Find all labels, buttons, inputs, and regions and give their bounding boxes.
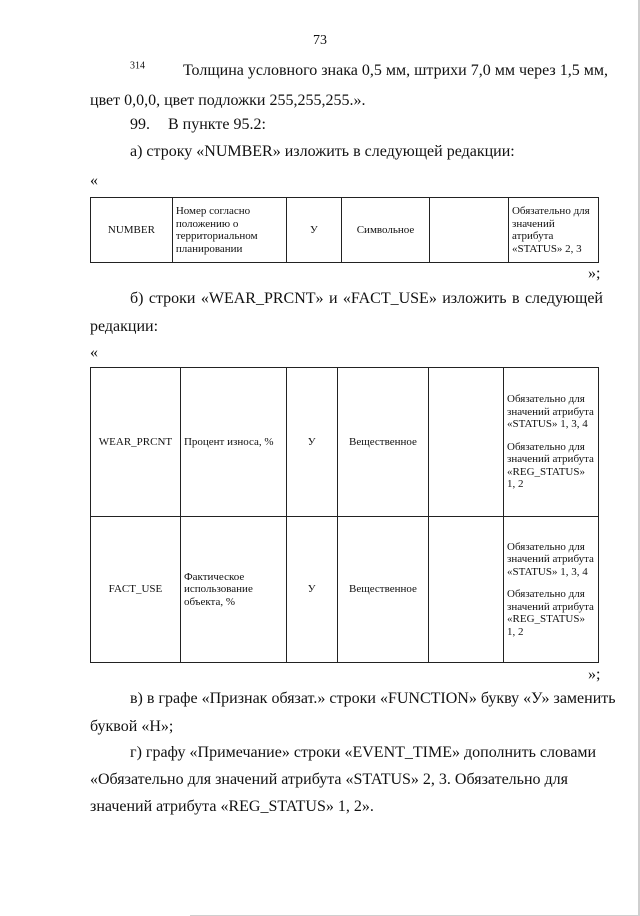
table-row xyxy=(91,198,599,263)
flag-cell: У xyxy=(286,198,341,263)
sub-b-line-2: редакции: xyxy=(90,318,159,335)
note-status: Обязательно для значений атрибута «STATUS» 1, 3, 4 xyxy=(507,393,594,431)
sub-v-line-1: в) в графе «Признак обязат.» строки «FUNCTION» букву «У» заменить xyxy=(130,690,616,707)
type-cell: Символьное xyxy=(342,198,430,263)
sub-b-line-1: б) строки «WEAR_PRCNT» и «FACT_USE» изложить в следующей xyxy=(130,290,603,307)
type-cell: Вещественное xyxy=(337,517,429,663)
note-cell: Обязательно для значений атрибута «STATUS» 2, 3 xyxy=(508,198,598,263)
close-quote-2: »; xyxy=(588,666,601,683)
item-text: В пункте 95.2: xyxy=(168,116,266,133)
note-status: Обязательно для значений атрибута «STATUS» 1, 3, 4 xyxy=(507,540,594,578)
description-cell: Фактическое использование объекта, % xyxy=(180,517,286,663)
flag-cell: У xyxy=(286,517,337,663)
note-cell xyxy=(504,517,599,663)
note-cell xyxy=(504,368,599,517)
sub-v-line-2: буквой «Н»; xyxy=(90,718,174,735)
sub-g-line-1: г) графу «Примечание» строки «EVENT_TIME» дополнить словами xyxy=(130,744,597,761)
code-cell: NUMBER xyxy=(91,198,173,263)
number-row-table xyxy=(90,197,599,263)
close-quote-1: »; xyxy=(588,265,601,282)
page-number: 73 xyxy=(313,33,327,48)
item-number: 99. xyxy=(130,116,150,133)
flag-cell: У xyxy=(286,368,337,517)
type-cell: Вещественное xyxy=(337,368,429,517)
empty-cell xyxy=(430,198,509,263)
footnote-mark: 314 xyxy=(130,60,145,72)
open-quote-1: « xyxy=(90,172,98,189)
sub-g-line-3: значений атрибута «REG_STATUS» 1, 2». xyxy=(90,798,374,815)
table-row xyxy=(91,368,599,517)
description-cell: Процент износа, % xyxy=(180,368,286,517)
description-cell: Номер согласно положению о территориальном планировании xyxy=(172,198,286,263)
note-reg-status: Обязательно для значений атрибута «REG_STATUS» 1, 2 xyxy=(507,440,594,491)
empty-cell xyxy=(429,517,504,663)
table-row xyxy=(91,517,599,663)
note-reg-status: Обязательно для значений атрибута «REG_STATUS» 1, 2 xyxy=(507,588,594,638)
item-99 xyxy=(130,114,266,136)
footnote-line-1 xyxy=(130,60,608,82)
open-quote-2: « xyxy=(90,344,98,361)
sub-a: а) строку «NUMBER» изложить в следующей редакции: xyxy=(130,143,515,160)
code-cell: WEAR_PRCNT xyxy=(91,368,181,517)
sub-g-line-2: «Обязательно для значений атрибута «STATUS» 2, 3. Обязательно для xyxy=(90,771,569,788)
wear-fact-table xyxy=(90,367,599,663)
code-cell: FACT_USE xyxy=(91,517,181,663)
footnote-line-2: цвет 0,0,0, цвет подложки 255,255,255.». xyxy=(90,92,366,109)
empty-cell xyxy=(429,368,504,517)
footnote-text-1: Толщина условного знака 0,5 мм, штрихи 7,0 мм через 1,5 мм, xyxy=(182,62,608,79)
